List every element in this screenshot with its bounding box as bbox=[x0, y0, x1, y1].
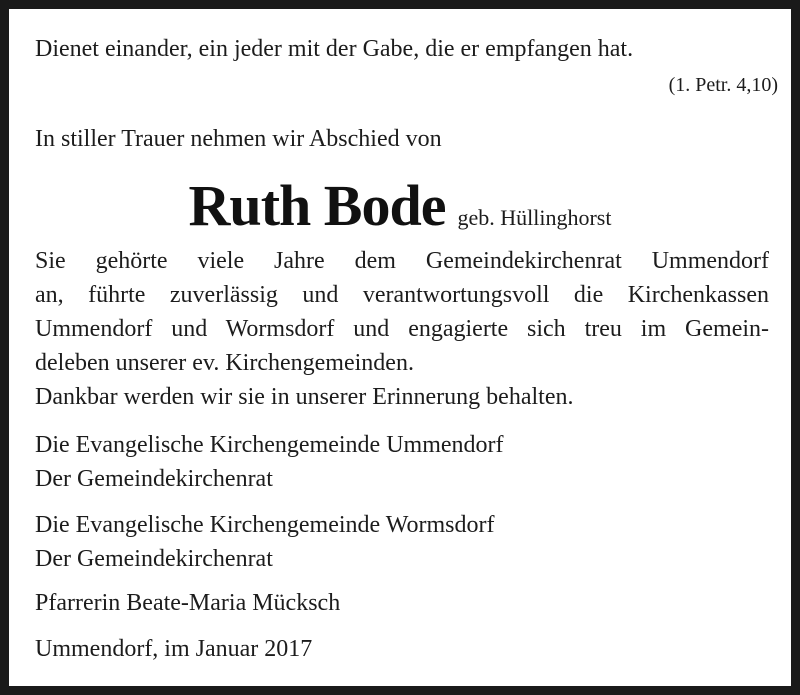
tribute-text bbox=[35, 245, 769, 415]
mourner-block-ummendorf bbox=[35, 429, 775, 497]
mourner-organization: Die Evangelische Kirchengemeinde Ummendorf bbox=[35, 432, 504, 458]
deceased-name-row bbox=[9, 173, 791, 239]
bible-quote: Dienet einander, ein jeder mit der Gabe, die er empfangen hat. bbox=[35, 36, 634, 62]
pastor-signature bbox=[35, 587, 775, 621]
birth-name: geb. Hüllinghorst bbox=[457, 205, 612, 230]
tribute-line: an, führte zuverlässig und verantwortungsvoll die Kirchenkassen bbox=[35, 282, 769, 308]
mourner-council: Der Gemeindekirchenrat bbox=[35, 546, 273, 572]
tribute-line: deleben unserer ev. Kirchengemeinden. bbox=[35, 350, 414, 376]
mourner-organization: Die Evangelische Kirchengemeinde Wormsdorf bbox=[35, 512, 495, 538]
intro-text: In stiller Trauer nehmen wir Abschied von bbox=[35, 126, 442, 152]
obituary-content bbox=[9, 9, 791, 686]
deceased-name: Ruth Bode bbox=[188, 173, 446, 238]
place-date bbox=[35, 633, 775, 667]
pastor-name: Pfarrerin Beate-Maria Mücksch bbox=[35, 590, 341, 616]
tribute-line: Dankbar werden wir sie in unserer Erinnerung behalten. bbox=[35, 384, 574, 410]
place-date-text: Ummendorf, im Januar 2017 bbox=[35, 636, 313, 662]
tribute-line: Ummendorf und Wormsdorf und engagierte sich treu im Gemein- bbox=[35, 316, 769, 342]
tribute-line: Sie gehörte viele Jahre dem Gemeindekirchenrat Ummendorf bbox=[35, 248, 769, 274]
mourner-council: Der Gemeindekirchenrat bbox=[35, 466, 273, 492]
bible-reference: (1. Petr. 4,10) bbox=[668, 74, 778, 96]
mourner-block-wormsdorf bbox=[35, 509, 775, 577]
